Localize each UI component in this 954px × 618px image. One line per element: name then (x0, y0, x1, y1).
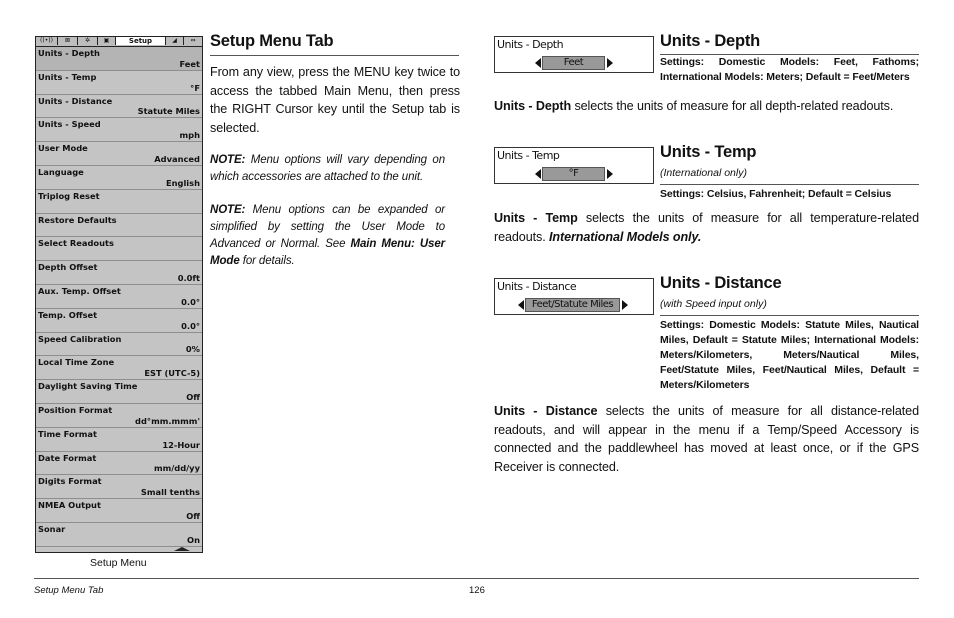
menu-item-value: dd°mm.mmm' (135, 415, 200, 426)
sonar-tab-icon[interactable]: ((•)) (36, 37, 58, 45)
menu-item-value: Small tenths (140, 487, 200, 498)
heading-rule (660, 315, 919, 316)
menu-item[interactable] (36, 237, 202, 261)
menu-item-value: Feet (179, 58, 200, 69)
menu-item-label: Units - Distance (38, 95, 113, 106)
widget-value[interactable]: Feet (542, 56, 605, 70)
scroll-up-arrow-icon[interactable] (174, 547, 190, 551)
settings-tab-icon[interactable]: ✲ (78, 37, 98, 45)
menu-item-value: Advanced (154, 153, 200, 164)
menu-item[interactable] (36, 333, 202, 357)
menu-item[interactable] (36, 356, 202, 380)
menu-item[interactable] (36, 475, 202, 499)
note-user-mode (210, 202, 445, 270)
units-temp-settings: Settings: Celsius, Fahrenheit; Default = Celsius (660, 188, 892, 200)
menu-item[interactable] (36, 95, 202, 119)
menu-item-label: Units - Depth (38, 48, 100, 58)
left-arrow-icon[interactable] (535, 169, 541, 179)
menu-item[interactable] (36, 71, 202, 95)
display-tab-icon[interactable]: ▣ (98, 37, 116, 45)
menu-item-value: Off (186, 510, 200, 521)
menu-item-label: Speed Calibration (38, 333, 122, 344)
right-arrow-icon[interactable] (607, 169, 613, 179)
menu-item-label: Sonar (38, 523, 66, 534)
menu-item-value: 12-Hour (162, 439, 200, 450)
menu-item[interactable] (36, 166, 202, 190)
note-text: Menu options will vary depending on which accessories are attached to the unit. (210, 154, 445, 183)
menu-item-label: Local Time Zone (38, 357, 115, 368)
term: Units - Depth (494, 99, 572, 113)
units-temp-widget (494, 147, 654, 184)
widget-label: Units - Depth (497, 38, 564, 51)
accessory-tab-icon[interactable]: ⇔ (190, 37, 196, 44)
menu-item-value: 0% (185, 344, 200, 355)
units-distance-subnote: (with Speed input only) (660, 298, 767, 310)
note-label: NOTE: (210, 154, 246, 166)
heading-rule (660, 184, 919, 185)
alarms-tab-icon[interactable]: ⊠ (58, 37, 78, 45)
menu-item-label: Select Readouts (38, 238, 114, 249)
menu-item-label: Restore Defaults (38, 214, 117, 225)
left-arrow-icon[interactable] (535, 58, 541, 68)
term: Units - Distance (494, 404, 598, 418)
figure-caption: Setup Menu (90, 557, 147, 569)
units-depth-description (494, 97, 919, 116)
units-distance-heading: Units - Distance (660, 274, 782, 292)
units-depth-widget (494, 36, 654, 73)
menu-item-label: Triplog Reset (38, 190, 100, 201)
menu-item-label: Digits Format (38, 476, 102, 487)
units-depth-heading: Units - Depth (660, 32, 761, 50)
menu-item-value: EST (UTC-5) (144, 368, 200, 379)
menu-item-label: Units - Speed (38, 119, 101, 130)
units-distance-settings: Settings: Domestic Models: Statute Miles, Nautical Miles, Default = Statute Miles; International Models: Meters/Kilometers, Meters/Nautical Miles, Feet/Statute Miles, Feet/Nautical Miles, Default = Meters/Kilometers (660, 319, 919, 391)
term: Units - Temp (494, 211, 578, 225)
menu-item[interactable] (36, 47, 202, 71)
menu-item[interactable] (36, 428, 202, 452)
description-text: selects the units of measure for all depth-related readouts. (571, 99, 894, 113)
right-arrow-icon[interactable] (622, 300, 628, 310)
menu-item-label: NMEA Output (38, 500, 101, 511)
note-label: NOTE: (210, 204, 246, 216)
menu-item-value: 0.0° (181, 320, 200, 331)
menu-item-label: Units - Temp (38, 71, 97, 82)
navigation-tab-icon[interactable]: ◢ (166, 37, 184, 45)
menu-item-label: Date Format (38, 452, 97, 463)
section-heading: Setup Menu Tab (210, 32, 334, 50)
widget-label: Units - Distance (497, 280, 577, 293)
menu-item[interactable] (36, 452, 202, 476)
menu-item-label: Language (38, 166, 84, 177)
widget-value[interactable]: °F (542, 167, 605, 181)
intro-paragraph: From any view, press the MENU key twice to access the tabbed Main Menu, then press the RIGHT Cursor key until the Setup tab is selected. (210, 65, 460, 135)
menu-item[interactable] (36, 285, 202, 309)
menu-item-label: Temp. Offset (38, 309, 98, 320)
widget-label: Units - Temp (497, 149, 560, 162)
menu-item-value: Statute Miles (137, 106, 200, 117)
page-number: 126 (469, 585, 485, 596)
menu-item[interactable] (36, 118, 202, 142)
cross-reference-link[interactable]: Main Menu: User Mode (210, 238, 445, 267)
units-temp-heading: Units - Temp (660, 143, 757, 161)
note-text: Menu options can be expanded or simplified by setting the User Mode to Advanced or Normal. See (210, 204, 445, 250)
right-arrow-icon[interactable] (607, 58, 613, 68)
menu-item[interactable] (36, 190, 202, 214)
setup-menu-screenshot (35, 36, 203, 553)
menu-item[interactable] (36, 499, 202, 523)
menu-item-value: On (187, 534, 200, 545)
description-text: selects the units of measure for all distance-related readouts, and will appear in the menu if a Temp/Speed Accessory is connected and the paddlewheel has moved at least once, or if the GPS Receiver is connected. (494, 404, 919, 474)
description-text: selects the units of measure for all temperature-related readouts. (494, 211, 919, 244)
note-text: for details. (239, 255, 295, 267)
menu-item[interactable] (36, 142, 202, 166)
units-temp-description (494, 209, 919, 246)
note-accessories (210, 152, 445, 186)
setup-tab[interactable]: Setup (116, 37, 166, 45)
menu-item-label: Aux. Temp. Offset (38, 285, 121, 296)
left-arrow-icon[interactable] (518, 300, 524, 310)
menu-item-value: 0.0ft (177, 272, 200, 283)
menu-item-value: mm/dd/yy (153, 463, 200, 474)
menu-item-label: Depth Offset (38, 262, 98, 273)
menu-item-value: English (165, 177, 200, 188)
menu-item-label: Daylight Saving Time (38, 381, 138, 392)
heading-rule (210, 55, 459, 56)
menu-item[interactable] (36, 380, 202, 404)
menu-item-value: 0.0° (181, 296, 200, 307)
emphasis-text: International Models only. (549, 229, 702, 244)
menu-item[interactable] (36, 214, 202, 238)
widget-value[interactable]: Feet/Statute Miles (525, 298, 620, 312)
footer-rule (34, 578, 919, 579)
menu-tab-bar (36, 37, 202, 47)
menu-item-value: Off (186, 391, 200, 402)
units-distance-widget (494, 278, 654, 315)
units-depth-settings: Settings: Domestic Models: Feet, Fathoms; International Models: Meters; Default = Feet/Meters (660, 56, 919, 83)
menu-item-value: mph (179, 130, 200, 141)
menu-item-label: Position Format (38, 404, 113, 415)
menu-item[interactable] (36, 523, 202, 547)
menu-item[interactable] (36, 261, 202, 285)
menu-item-label: User Mode (38, 143, 88, 154)
menu-item-value: °F (190, 82, 200, 93)
units-temp-subnote: (International only) (660, 167, 747, 179)
menu-item[interactable] (36, 404, 202, 428)
menu-item-list (36, 47, 202, 547)
footer-section-title: Setup Menu Tab (34, 585, 104, 596)
menu-item[interactable] (36, 309, 202, 333)
units-distance-description (494, 402, 919, 476)
menu-item-label: Time Format (38, 428, 97, 439)
